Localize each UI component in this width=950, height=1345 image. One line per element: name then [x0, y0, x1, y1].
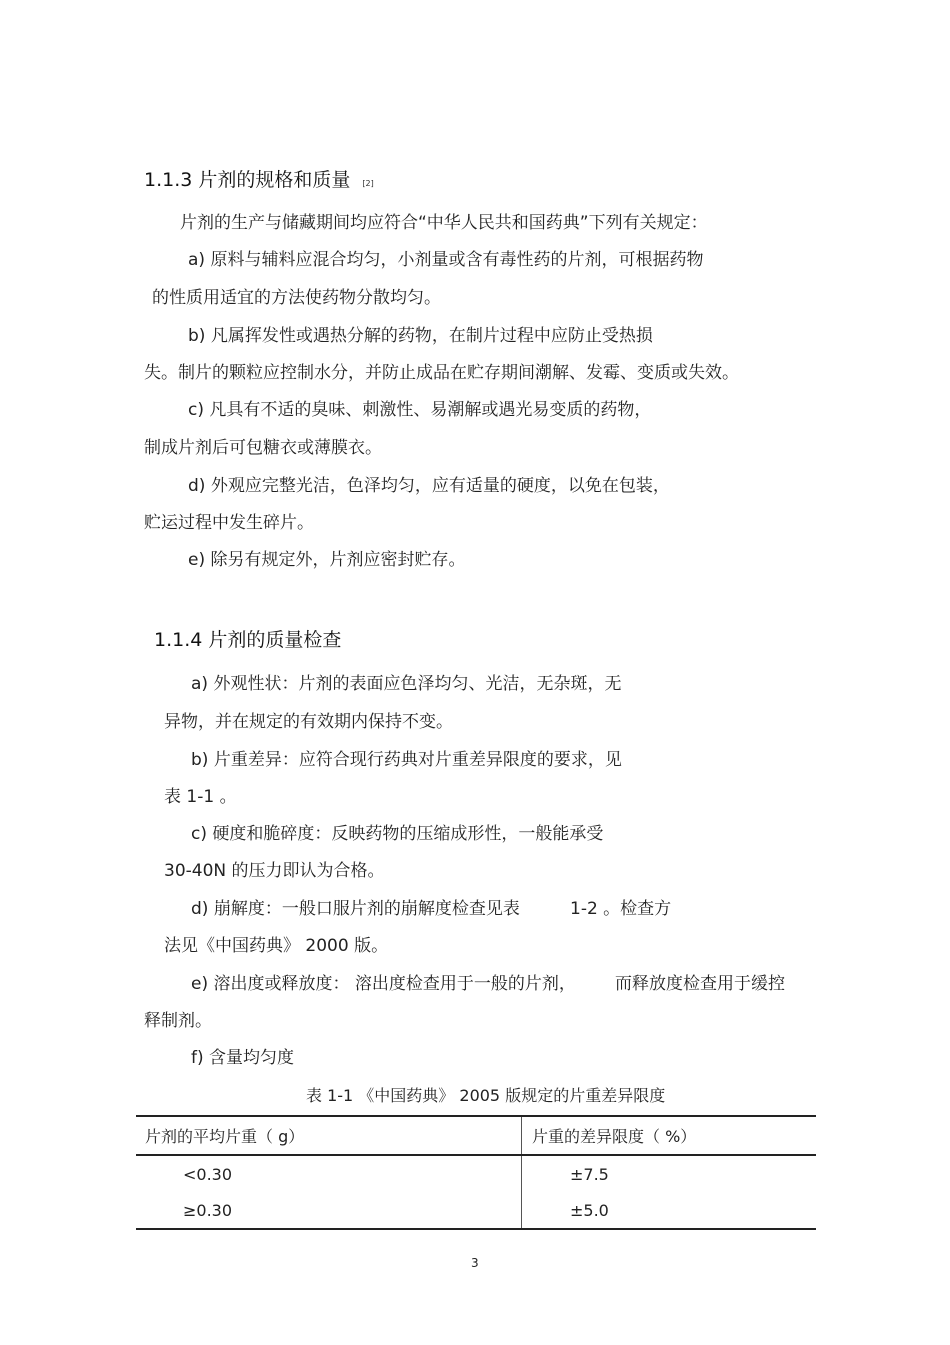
check-f-line1: f) 含量均匀度	[191, 1048, 295, 1068]
item-c-line1: c) 凡具有不适的臭味、刺激性、易潮解或遇光易变质的药物，	[188, 400, 652, 420]
check-b-line1: b) 片重差异：应符合现行药典对片重差异限度的要求，见	[191, 750, 622, 770]
section-1-intro: 片剂的生产与储藏期间均应符合“中华人民共和国药典”下列有关规定：	[180, 213, 708, 233]
item-d-line2: 贮运过程中发生碎片。	[144, 513, 314, 533]
table-header-row	[136, 1116, 816, 1155]
table-header-cell: 片剂的平均片重（ g）	[136, 1116, 522, 1155]
table-row	[136, 1155, 816, 1192]
check-a-line2: 异物，并在规定的有效期内保持不变。	[164, 712, 453, 732]
item-a-line1: a) 原料与辅料应混合均匀，小剂量或含有毒性药的片剂，可根据药物	[188, 250, 704, 270]
section-heading-1-1-3: 1.1.3 片剂的规格和质量 [2]	[144, 169, 374, 191]
check-a-line1: a) 外观性状：片剂的表面应色泽均匀、光洁，无杂斑，无	[191, 674, 622, 694]
check-c-line1: c) 硬度和脆碎度：反映药物的压缩成形性，一般能承受	[191, 824, 604, 844]
citation-ref: [2]	[362, 179, 374, 188]
item-e-line1: e) 除另有规定外，片剂应密封贮存。	[188, 550, 466, 570]
item-b-line2: 失。制片的颗粒应控制水分，并防止成品在贮存期间潮解、发霉、变质或失效。	[144, 363, 739, 383]
table-cell: ±7.5	[570, 1164, 609, 1184]
check-b-line2: 表 1-1 。	[164, 787, 237, 807]
item-c-line2: 制成片剂后可包糖衣或薄膜衣。	[144, 438, 382, 458]
item-b-line1: b) 凡属挥发性或遇热分解的药物，在制片过程中应防止受热损	[188, 326, 653, 346]
check-c-line2: 30-40N 的压力即认为合格。	[164, 861, 385, 881]
weight-variation-table	[136, 1115, 816, 1230]
table-row	[136, 1192, 816, 1229]
check-e-line1b: 而释放度检查用于缓控	[615, 974, 785, 994]
section-heading-1-1-4: 1.1.4 片剂的质量检查	[154, 629, 342, 651]
table-cell: ±5.0	[522, 1192, 817, 1229]
table-header-cell: 片重的差异限度（ %）	[522, 1116, 817, 1155]
check-e-line1a: e) 溶出度或释放度： 溶出度检查用于一般的片剂，	[191, 974, 576, 994]
item-a-line2: 的性质用适宜的方法使药物分散均匀。	[152, 288, 441, 308]
table-cell: <0.30	[136, 1155, 522, 1192]
table-caption: 表 1-1 《中国药典》 2005 版规定的片重差异限度	[306, 1086, 666, 1105]
page-number: 3	[471, 1256, 479, 1270]
check-d-line1a: d) 崩解度：一般口服片剂的崩解度检查见表	[191, 899, 520, 919]
table-cell: ≥0.30	[136, 1192, 522, 1229]
check-e-line2: 释制剂。	[144, 1011, 212, 1031]
item-d-line1: d) 外观应完整光洁，色泽均匀，应有适量的硬度，以免在包装，	[188, 476, 670, 496]
check-d-line2: 法见《中国药典》 2000 版。	[164, 936, 389, 956]
check-d-line1b: 1-2 。检查方	[570, 899, 672, 919]
